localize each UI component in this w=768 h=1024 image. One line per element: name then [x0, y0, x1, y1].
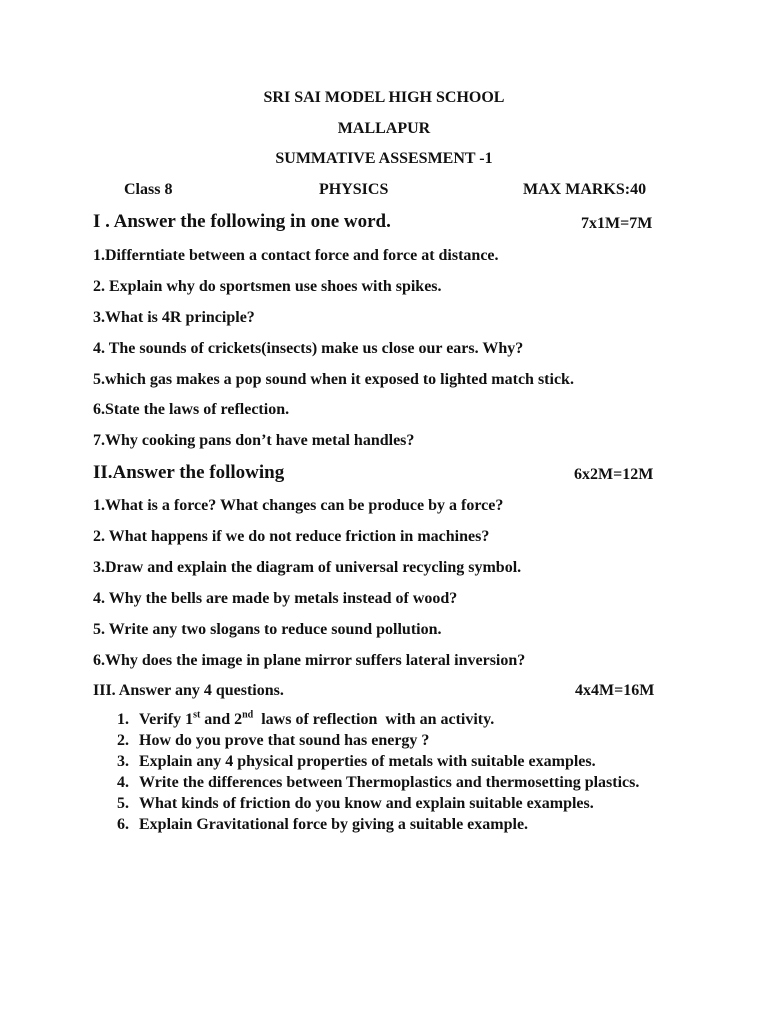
section-2-question: 3.Draw and explain the diagram of universal recycling symbol.: [93, 559, 522, 576]
section-1-question: 7.Why cooking pans don’t have metal handles?: [93, 432, 415, 449]
section-3-question: [117, 751, 677, 772]
section-1-title: I . Answer the following in one word.: [93, 211, 391, 232]
question-number: 3.: [117, 753, 129, 770]
question-number: 4.: [117, 774, 129, 791]
section-3-question: [117, 793, 677, 814]
subject-label: PHYSICS: [319, 181, 389, 198]
section-1-question: 6.State the laws of reflection.: [93, 401, 290, 418]
section-1-question: 5.which gas makes a pop sound when it exposed to lighted match stick.: [93, 371, 574, 388]
question-text-part: laws of reflection with an activity.: [253, 711, 495, 728]
section-3-question: [117, 772, 677, 793]
section-1-marks: 7x1M=7M: [581, 215, 653, 232]
question-text: Write the differences between Thermoplastics and thermosetting plastics.: [139, 774, 640, 791]
section-2-question: 6.Why does the image in plane mirror suffers lateral inversion?: [93, 652, 526, 669]
section-3-question-list: [117, 709, 677, 835]
section-3-question: [117, 730, 677, 751]
section-1-question: 2. Explain why do sportsmen use shoes with spikes.: [93, 278, 442, 295]
question-number: 6.: [117, 816, 129, 833]
school-place: MALLAPUR: [337, 120, 431, 137]
question-text: Explain any 4 physical properties of metals with suitable examples.: [139, 753, 596, 770]
ordinal-suffix: nd: [242, 709, 254, 721]
section-1-question: 4. The sounds of crickets(insects) make us close our ears. Why?: [93, 340, 524, 357]
section-2-title: II.Answer the following: [93, 462, 285, 483]
max-marks-label: MAX MARKS:40: [523, 181, 647, 198]
exam-title: SUMMATIVE ASSESMENT -1: [275, 150, 493, 167]
question-text: How do you prove that sound has energy ?: [139, 732, 430, 749]
section-1-question: 1.Differntiate between a contact force and force at distance.: [93, 247, 499, 264]
section-3-question: [117, 814, 677, 835]
section-1-question: 3.What is 4R principle?: [93, 309, 255, 326]
section-3-marks: 4x4M=16M: [575, 682, 655, 699]
question-text: What kinds of friction do you know and explain suitable examples.: [139, 795, 594, 812]
section-2-question: 1.What is a force? What changes can be produce by a force?: [93, 497, 504, 514]
question-text-part: and 2: [200, 711, 243, 728]
question-number: 1.: [117, 711, 129, 728]
question-text: Explain Gravitational force by giving a suitable example.: [139, 816, 529, 833]
school-name: SRI SAI MODEL HIGH SCHOOL: [263, 89, 505, 106]
section-2-question: 5. Write any two slogans to reduce sound pollution.: [93, 621, 442, 638]
section-3-title: III. Answer any 4 questions.: [93, 682, 284, 699]
ordinal-suffix: st: [193, 709, 201, 721]
question-text-part: Verify 1: [139, 711, 194, 728]
section-3-question: [117, 709, 677, 730]
section-2-marks: 6x2M=12M: [574, 466, 654, 483]
question-number: 2.: [117, 732, 129, 749]
class-label: Class 8: [124, 181, 173, 198]
section-2-question: 4. Why the bells are made by metals instead of wood?: [93, 590, 458, 607]
section-2-question: 2. What happens if we do not reduce friction in machines?: [93, 528, 490, 545]
question-number: 5.: [117, 795, 129, 812]
